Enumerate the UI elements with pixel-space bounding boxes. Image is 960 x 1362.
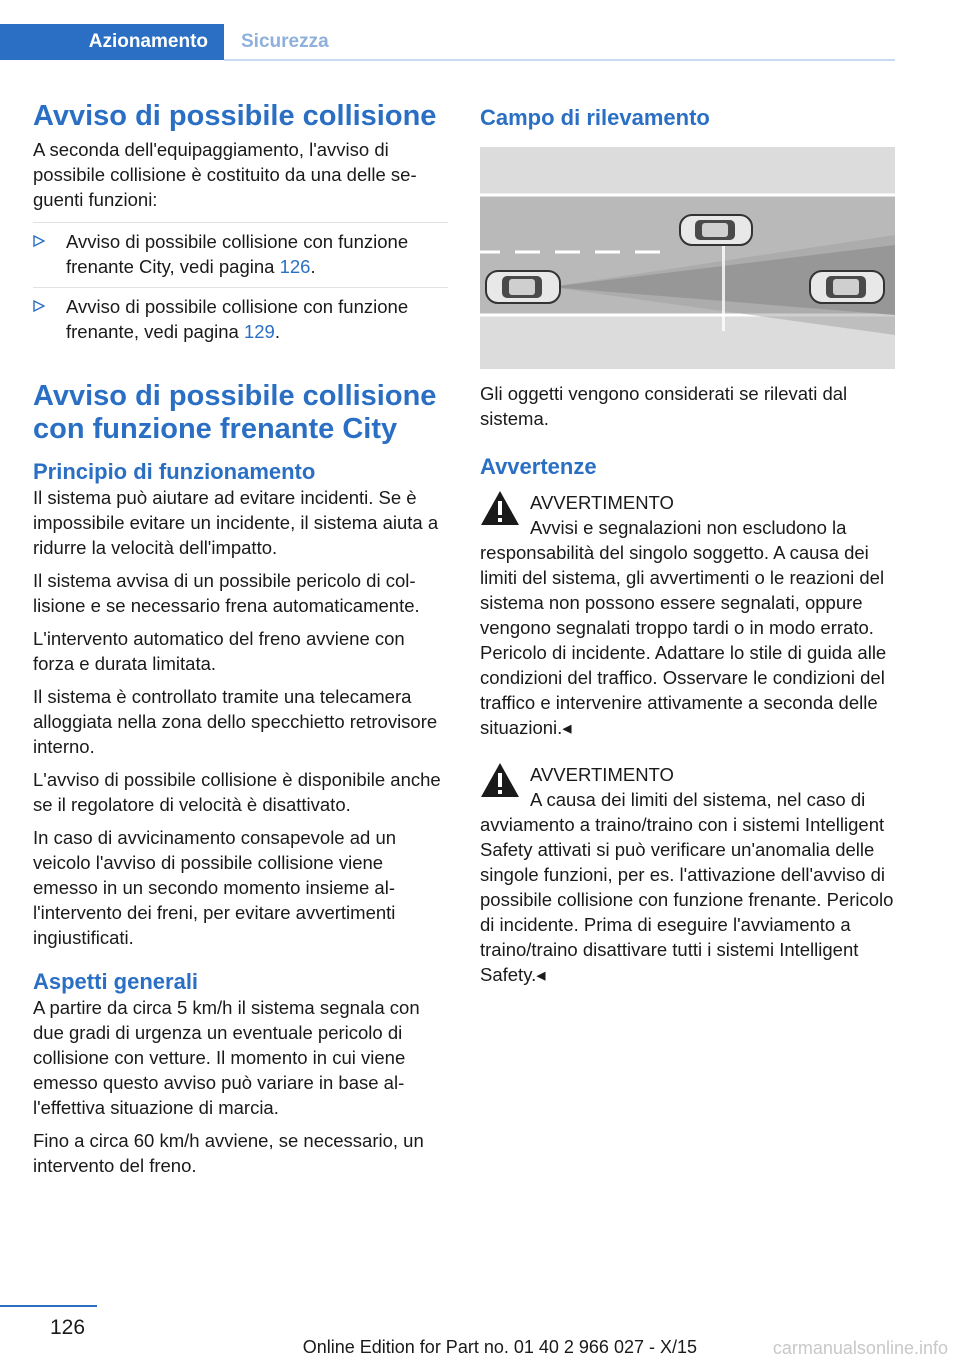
chapter-tabs (0, 24, 895, 62)
section-title-city-brake: Avviso di possibile collisione con funzione frenante City (33, 380, 437, 445)
page-link-129[interactable]: 129 (243, 321, 275, 342)
list-item-text: Avviso di possibile collisione con funzione frenante City, vedi pagina (66, 231, 409, 277)
paragraph: In caso di avvicinamento consapevole ad un veicolo l'avviso di possibile collisione viene emesso in un secondo momento insieme all'intervento dei freni, per evitare avvertimenti ingiustificati. (33, 827, 397, 948)
paragraph: L'intervento automatico del freno avviene con forza e durata limitata. (33, 628, 405, 674)
watermark: carmanualsonline.info (772, 1338, 948, 1358)
warning-triangle-icon (480, 490, 520, 526)
road-diagram (480, 147, 895, 369)
edition-info: Online Edition for Part no. 01 40 2 966 027 - X/15 (302, 1337, 697, 1357)
figure-caption: Gli oggetti vengono considerati se rilevati dal sistema. (480, 383, 848, 429)
section-title-collision-warning: Avviso di possibile collisione (33, 100, 437, 132)
detection-range-illustration (480, 147, 895, 369)
subheading-general: Aspetti generali (33, 969, 199, 994)
list-item-text: Avviso di possibile collisione con funzione frenante, vedi pagina (66, 296, 409, 342)
paragraph: Il sistema può aiutare ad evitare incidenti. Se è impossibile evitare un incidente, il sistema aiuta a ridurre la velocità dell'impatto. (33, 487, 439, 558)
warning-title: AVVERTIMENTO (530, 764, 674, 785)
list-item-end: . (274, 321, 280, 342)
subheading-warnings: Avvertenze (480, 454, 597, 479)
warning-text: responsabilità del singolo soggetto. A causa dei limiti del sistema, gli avvertimenti o le reazioni del sistema non possono essere segnalati, oppure vengono segnalati troppo tardi o in modo errato. Pericolo di incidente. Adattare lo stile di guida alle condizioni del traffico. Osservare le condizioni del traffico e intervenire attivamente a seconda delle situazioni.◂ (480, 542, 887, 738)
list-item-end: . (310, 256, 316, 277)
page-link-126[interactable]: 126 (279, 256, 311, 277)
car-icon (486, 271, 560, 303)
left-column (33, 100, 448, 1178)
right-column (480, 100, 895, 987)
paragraph: Il sistema è controllato tramite una telecamera alloggiata nella zona dello specchietto retrovisore interno. (33, 686, 438, 757)
warning-title: AVVERTIMENTO (530, 492, 674, 513)
car-icon (680, 215, 752, 245)
car-icon (810, 271, 884, 303)
tab-divider-line (224, 59, 895, 61)
warning-block (480, 490, 895, 740)
subheading-detection-range: Campo di rilevamento (480, 105, 710, 130)
footer-accent-line (0, 1305, 97, 1307)
warning-text-first-line: Avvisi e segnalazioni non escludono la (530, 517, 847, 538)
list-item (33, 287, 448, 344)
bullet-triangle-icon (33, 300, 45, 312)
paragraph: A partire da circa 5 km/h il sistema segnala con due gradi di urgenza un eventuale pericolo di collisione con vetture. Il momento in cui viene emesso questo avviso può variare in base all'effettiva situazione di marcia. (33, 997, 420, 1118)
tab-sicurezza[interactable]: Sicurezza (241, 31, 329, 52)
paragraph: L'avviso di possibile collisione è disponibile anche se il regolatore di velocità è disattivato. (33, 769, 441, 815)
warning-block (480, 762, 895, 987)
tab-azionamento[interactable]: Azionamento (0, 24, 224, 60)
list-item (33, 222, 448, 279)
warning-text-first-line: A causa dei limiti del sistema, nel caso di (530, 789, 866, 810)
paragraph: Fino a circa 60 km/h avviene, se necessario, un intervento del freno. (33, 1130, 424, 1176)
subheading-principle: Principio di funzionamento (33, 459, 316, 484)
warning-triangle-icon (480, 762, 520, 798)
intro-paragraph: A seconda dell'equipaggiamento, l'avviso di possibile collisione è costituito da una delle seguenti funzioni: (33, 139, 417, 210)
warning-text: avviamento a traino/traino con i sistemi Intelligent Safety attivati si può verificare un'anomalia delle singole funzioni, per es. l'attivazione dell'avviso di possibile collisione con funzione frenante. Pericolo di incidente. Prima di eseguire l'avviamento a traino/traino disattivare tutti i sistemi Intelligent Safety.◂ (480, 814, 894, 985)
function-list (33, 222, 448, 344)
paragraph: Il sistema avvisa di un possibile pericolo di collisione e se necessario frena automaticamente. (33, 570, 420, 616)
page-number: 126 (50, 1316, 86, 1339)
bullet-triangle-icon (33, 235, 45, 247)
